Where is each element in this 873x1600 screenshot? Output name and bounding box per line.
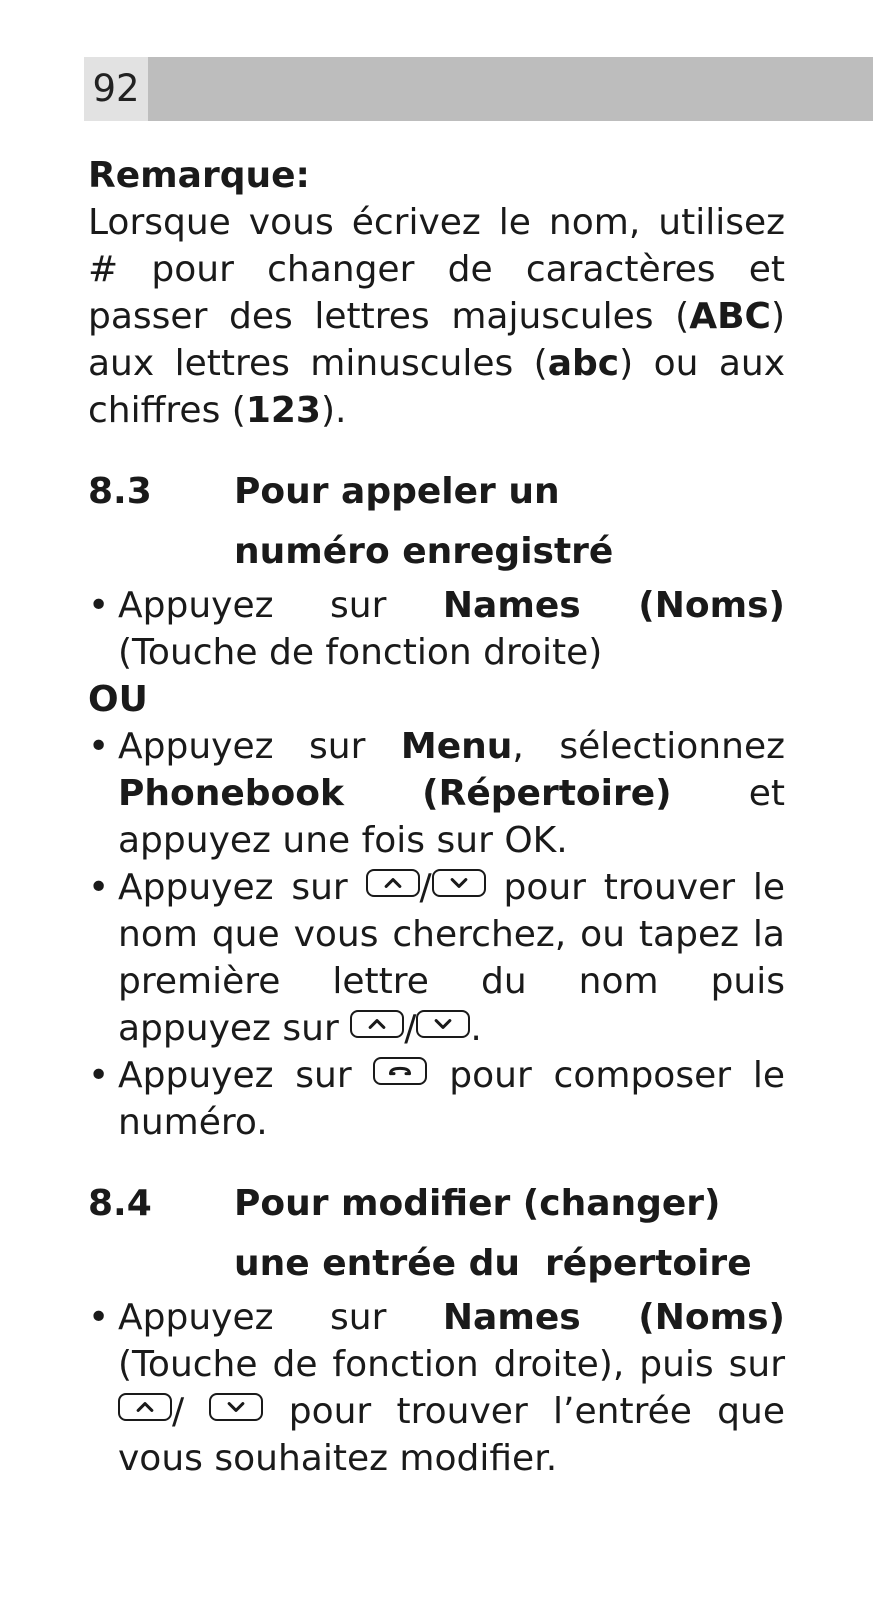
up-key-icon	[350, 1010, 404, 1038]
section-title: Pour modifier (changer) une entrée du répertoire	[234, 1183, 752, 1284]
section-title: Pour appeler un numéro enregistré	[234, 471, 614, 572]
page-content	[88, 152, 785, 1482]
section-number: 8.4	[88, 1183, 152, 1224]
page-header-bar	[84, 57, 873, 121]
section-heading-8-4	[88, 1174, 785, 1294]
up-key-icon	[366, 869, 420, 897]
section-number: 8.3	[88, 471, 152, 512]
section-heading-8-3	[88, 462, 785, 582]
list-item: • Appuyez sur / pour trouver le nom que vous cherchez, ou tapez la première lettre du nom puis appuyez sur / .	[88, 867, 785, 1049]
call-key-icon	[373, 1057, 427, 1085]
down-key-icon	[416, 1010, 470, 1038]
list-item: • Appuyez sur Names (Noms) (Touche de fonction droite)	[88, 585, 785, 673]
page-number: 92	[84, 57, 148, 121]
list-item: • Appuyez sur Names (Noms) (Touche de fonction droite), puis sur / pour trouver l’entrée que vous souhaitez modifier.	[88, 1297, 785, 1479]
or-label: OU	[88, 679, 148, 720]
note-text: Lorsque vous écrivez le nom, utilisez # pour changer de caractères et passer des lettres majuscules (ABC) aux lettres minuscules (abc) ou aux chiffres (123).	[88, 202, 785, 431]
down-key-icon	[209, 1393, 263, 1421]
note-title: Remarque:	[88, 155, 310, 196]
list-item: • Appuyez sur pour composer le numéro.	[88, 1055, 785, 1143]
down-key-icon	[432, 869, 486, 897]
up-key-icon	[118, 1393, 172, 1421]
list-item: • Appuyez sur Menu, sélectionnez Phonebook (Répertoire) et appuyez une fois sur OK.	[88, 726, 785, 861]
